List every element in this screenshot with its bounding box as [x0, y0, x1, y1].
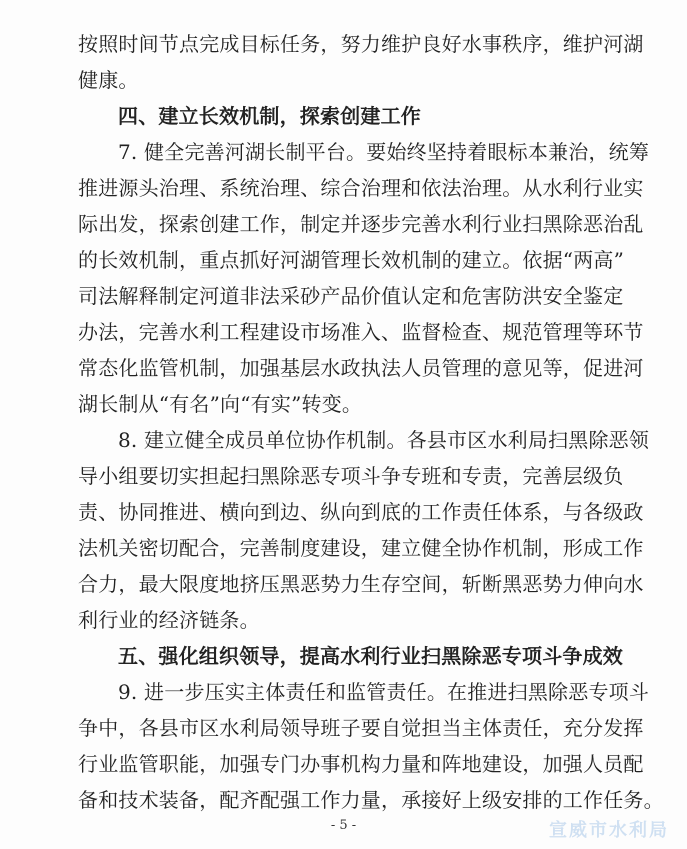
- body-line: 按照时间节点完成目标任务，努力维护良好水事秩序，维护河湖: [78, 32, 644, 56]
- body-line: 导小组要切实担起扫黑除恶专项斗争专班和专责，完善层级负: [78, 464, 624, 488]
- body-line: 利行业的经济链条。: [78, 608, 260, 632]
- body-line: 的长效机制，重点抓好河湖管理长效机制的建立。依据“两高”: [78, 248, 625, 272]
- watermark-logo: 宣威市水利局: [549, 820, 669, 841]
- body-line: 责、协同推进、横向到边、纵向到底的工作责任体系，与各级政: [78, 500, 644, 524]
- body-line: 行业监管职能，加强专门办事机构力量和阵地建设，加强人员配: [78, 752, 644, 776]
- body-line: 备和技术装备，配齐配强工作力量，承接好上级安排的工作任务。: [78, 788, 664, 812]
- body-line: 法机关密切配合，完善制度建设，建立健全协作机制，形成工作: [78, 536, 644, 560]
- paragraph-8-start: 8. 建立健全成员单位协作机制。各县市区水利局扫黑除恶领: [118, 428, 650, 452]
- body-line: 湖长制从“有名”向“有实”转变。: [78, 392, 363, 416]
- section-heading-5: 五、强化组织领导，提高水利行业扫黑除恶专项斗争成效: [118, 644, 623, 668]
- body-line: 常态化监管机制，加强基层水政执法人员管理的意见等，促进河: [78, 356, 644, 380]
- paragraph-7-start: 7. 健全完善河湖长制平台。要始终坚持着眼标本兼治，统筹: [118, 140, 650, 164]
- body-line: 际出发，探索创建工作，制定并逐步完善水利行业扫黑除恶治乱: [78, 212, 644, 236]
- body-line: 健康。: [78, 68, 139, 92]
- section-heading-4: 四、建立长效机制，探索创建工作: [118, 104, 421, 128]
- body-line: 办法，完善水利工程建设市场准入、监督检查、规范管理等环节: [78, 320, 644, 344]
- body-line: 争中，各县市区水利局领导班子要自觉担当主体责任，充分发挥: [78, 716, 644, 740]
- body-line: 合力，最大限度地挤压黑恶势力生存空间，斩断黑恶势力伸向水: [78, 572, 644, 596]
- body-line: 推进源头治理、系统治理、综合治理和依法治理。从水利行业实: [78, 176, 644, 200]
- body-line: 司法解释制定河道非法采砂产品价值认定和危害防洪安全鉴定: [78, 284, 624, 308]
- page-number: - 5 -: [330, 818, 357, 833]
- paragraph-9-start: 9. 进一步压实主体责任和监管责任。在推进扫黑除恶专项斗: [118, 680, 650, 704]
